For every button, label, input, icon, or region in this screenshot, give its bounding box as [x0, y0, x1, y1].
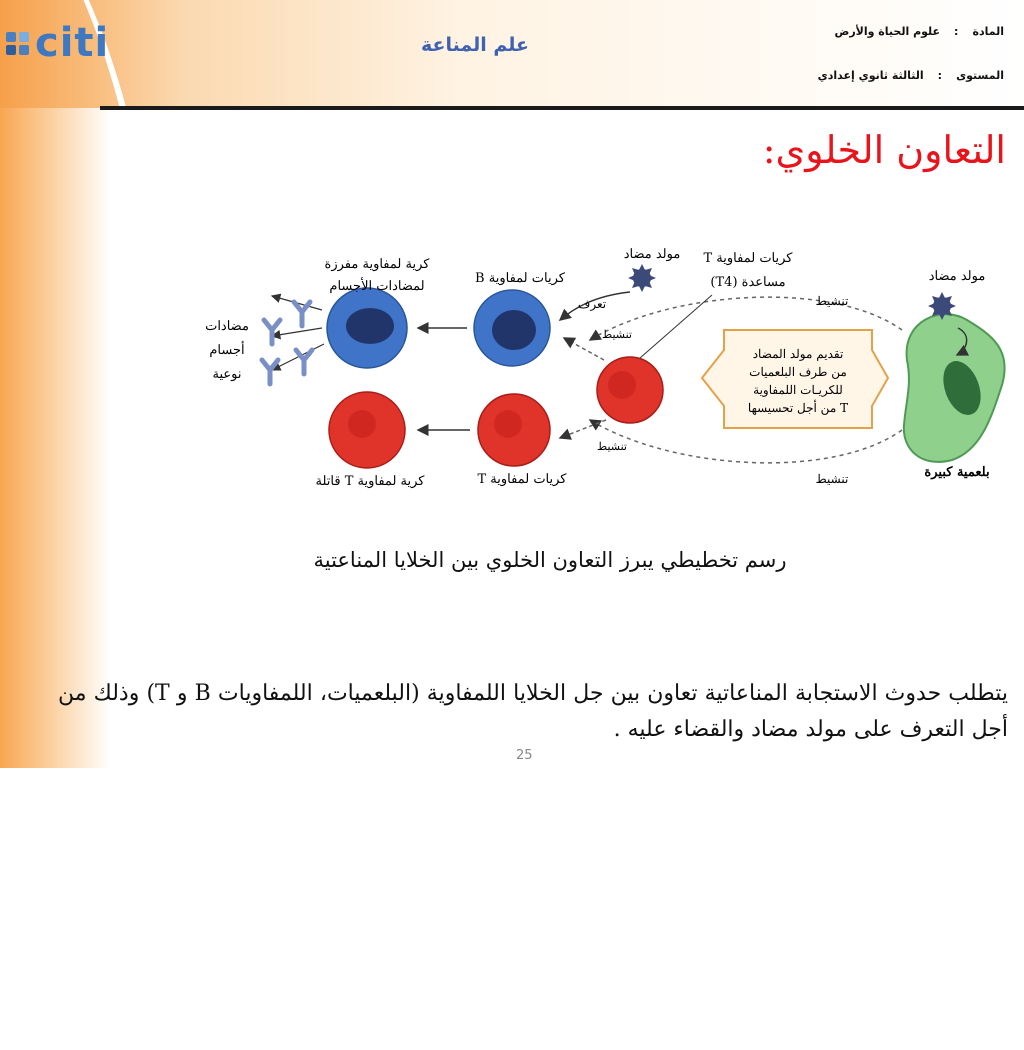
presentation-line-2: من طرف البلعميات — [749, 365, 847, 379]
subject-label: المادة — [972, 25, 1004, 38]
plasma-label-1: كرية لمفاوية مفرزة — [324, 257, 430, 272]
antibody-icon — [262, 302, 312, 384]
level-line — [818, 69, 1004, 82]
presentation-line-1: تقديم مولد المضاد — [752, 347, 844, 361]
activation-b-label: تنشيط — [602, 328, 632, 341]
t4-label-2: مساعدة (T4) — [710, 275, 786, 290]
activation-t-label: تنشيط — [597, 440, 627, 453]
t-cells-label: كريات لمفاوية T — [477, 472, 567, 487]
antigen-icon-center — [628, 264, 656, 292]
activation-top-label: تنشيط — [815, 294, 849, 308]
subject-separator: : — [954, 25, 959, 38]
macrophage-label: بلعمية كبيرة — [924, 465, 990, 480]
body-paragraph: يتطلب حدوث الاستجابة المناعاتية تعاون بين جل الخلايا اللمفاوية (البلعميات، اللمفاويات B و T) وذلك من أجل التعرف على مولد مضاد والقضاء عليه . — [58, 681, 1008, 742]
logo-text: citi — [35, 20, 110, 66]
subject-line — [835, 25, 1004, 38]
level-value: الثالثة ثانوي إعدادي — [817, 69, 924, 82]
activation-b-arrow — [564, 338, 604, 360]
activation-t-arrow — [560, 420, 606, 438]
killer-t-label: كرية لمفاوية T قاتلة — [315, 474, 425, 489]
b-cells-label: كريات لمفاوية B — [475, 271, 565, 286]
diagram-svg — [112, 210, 1012, 510]
level-label: المستوى — [956, 69, 1004, 82]
citi-logo — [6, 20, 109, 66]
presentation-line-3: للكريـات اللمفاوية — [753, 383, 843, 397]
plasma-label-2: لمضادات الأجسام — [329, 279, 425, 294]
antibodies-label-1: مضادات — [205, 319, 249, 334]
presentation-line-4: T من أجل تحسيسها — [747, 401, 849, 415]
logo-icon — [6, 32, 29, 55]
left-decoration — [0, 108, 110, 768]
slide-title: التعاون الخلوي: — [762, 128, 1006, 172]
antigen-label-right: مولد مضاد — [928, 269, 986, 284]
antibodies-label-2: أجسام — [209, 343, 245, 358]
subject-value: علوم الحياة والأرض — [834, 25, 941, 38]
level-separator: : — [937, 69, 943, 82]
t4-label-1: كريات لمفاوية T — [703, 251, 793, 266]
antigen-label-center: مولد مضاد — [623, 247, 681, 262]
course-title: علم المناعة — [420, 34, 530, 56]
header-divider — [100, 106, 1024, 110]
recognition-label: تعرف — [577, 297, 607, 311]
diagram-caption: رسم تخطيطي يبرز التعاون الخلوي بين الخلايا المناعتية — [313, 548, 787, 572]
antibodies-label-3: نوعية — [212, 367, 242, 382]
cell-cooperation-diagram — [112, 210, 1012, 510]
page-number: 25 — [516, 748, 533, 763]
antigen-icon-right — [928, 292, 956, 320]
activation-bottom-label: تنشيط — [815, 472, 849, 486]
